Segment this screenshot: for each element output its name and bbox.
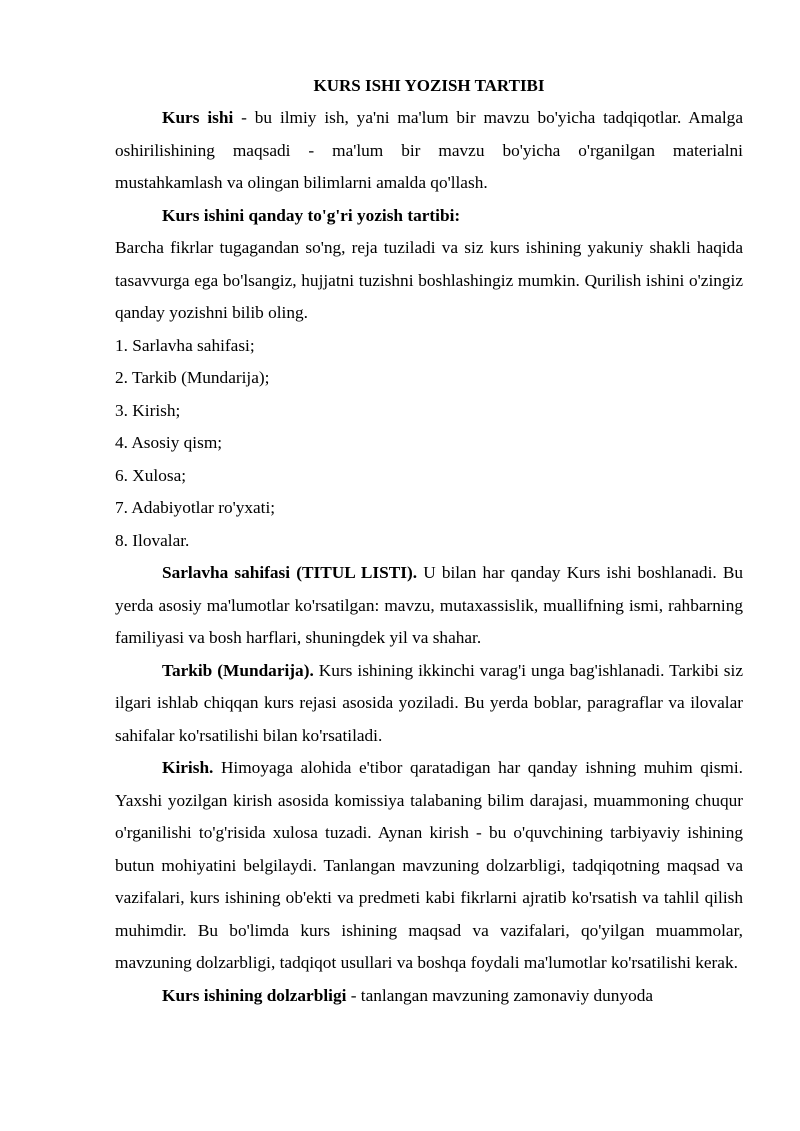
paragraph-text: - tanlangan mavzuning zamonaviy dunyoda <box>346 985 654 1005</box>
paragraph-text: Kurs ishining ikkinchi varag'i unga bag'ishlanadi. Tarkibi siz ilgari ishlab chiqqan kurs rejasi asosida yoziladi. Bu yerda boblar, paragraflar va ilovalar sahifalar ko'rsatilishi bilan ko'rsatiladi. <box>115 660 744 745</box>
term-sarlavha: Sarlavha sahifasi (TITUL LISTI). <box>162 563 418 582</box>
paragraph-tarkib <box>115 655 743 753</box>
term-kurs-ishi: Kurs ishi <box>162 108 234 127</box>
paragraph-text: U bilan har qanday Kurs ishi boshlanadi. Bu yerda asosiy ma'lumotlar ko'rsatilgan: mavzu, mutaxassislik, muallifning ismi, rahbarning familiyasi va bosh harflari, shuningdek yil va shahar. <box>115 563 743 647</box>
paragraph-intro: Barcha fikrlar tugagandan so'ng, reja tuziladi va siz kurs ishining yakuniy shakli haqida tasavvurga ega bo'lsangiz, hujjatni tuzishni boshlashingiz mumkin. Qurilish ishini o'zingiz qanday yozishni bilib oling. <box>115 238 743 322</box>
paragraph-kirish <box>115 752 743 980</box>
paragraph-dolzarblik <box>115 980 743 1013</box>
structure-list <box>115 330 743 558</box>
list-item: 4. Asosiy qism; <box>115 433 223 452</box>
paragraph-text: - bu ilmiy ish, ya'ni ma'lum bir mavzu bo'yicha tadqiqotlar. Amalga oshirilishining maqsadi - ma'lum bir mavzu bo'yicha o'rganilgan materialni mustahkamlash va olingan bilimlarni amalda qo'llash. <box>115 108 743 192</box>
paragraph-sarlavha <box>115 557 743 655</box>
section-heading <box>115 200 743 233</box>
list-item: 7. Adabiyotlar ro'yxati; <box>115 498 276 517</box>
paragraph-kurs-ishi <box>115 102 743 200</box>
list-item: 1. Sarlavha sahifasi; <box>115 335 255 355</box>
list-item: 2. Tarkib (Mundarija); <box>115 368 270 387</box>
section-heading-text: Kurs ishini qanday to'g'ri yozish tartibi: <box>162 205 461 225</box>
term-tarkib: Tarkib (Mundarija). <box>162 660 314 680</box>
list-item: 6. Xulosa; <box>115 465 187 485</box>
term-kirish: Kirish. <box>162 758 214 777</box>
term-dolzarblik: Kurs ishining dolzarbligi <box>162 985 347 1005</box>
list-item: 3. Kirish; <box>115 400 181 420</box>
document-title: KURS ISHI YOZISH TARTIBI <box>313 76 545 95</box>
list-item: 8. Ilovalar. <box>115 530 190 550</box>
paragraph-text: Himoyaga alohida e'tibor qaratadigan har qanday ishning muhim qismi. Yaxshi yozilgan kirish asosida komissiya talabaning bilim darajasi, muammoning chuqur o'rganilishi to'g'risida xulosa tuzadi. Aynan kirish - bu o'quvchining tarbiyaviy ishining butun mohiyatini belgilaydi. Tanlangan mavzuning dolzarbligi, tadqiqotning maqsad va vazifalari, kurs ishining ob'ekti va predmeti kabi fikrlarni ajratib ko'rsatish va tahlil qilish muhimdir. Bu bo'limda kurs ishining maqsad va vazifalari, qo'yilgan muammolar, mavzuning dolzarbligi, tadqiqot usullari va boshqa foydali ma'lumotlar ko'rsatilishi kerak. <box>115 758 743 972</box>
